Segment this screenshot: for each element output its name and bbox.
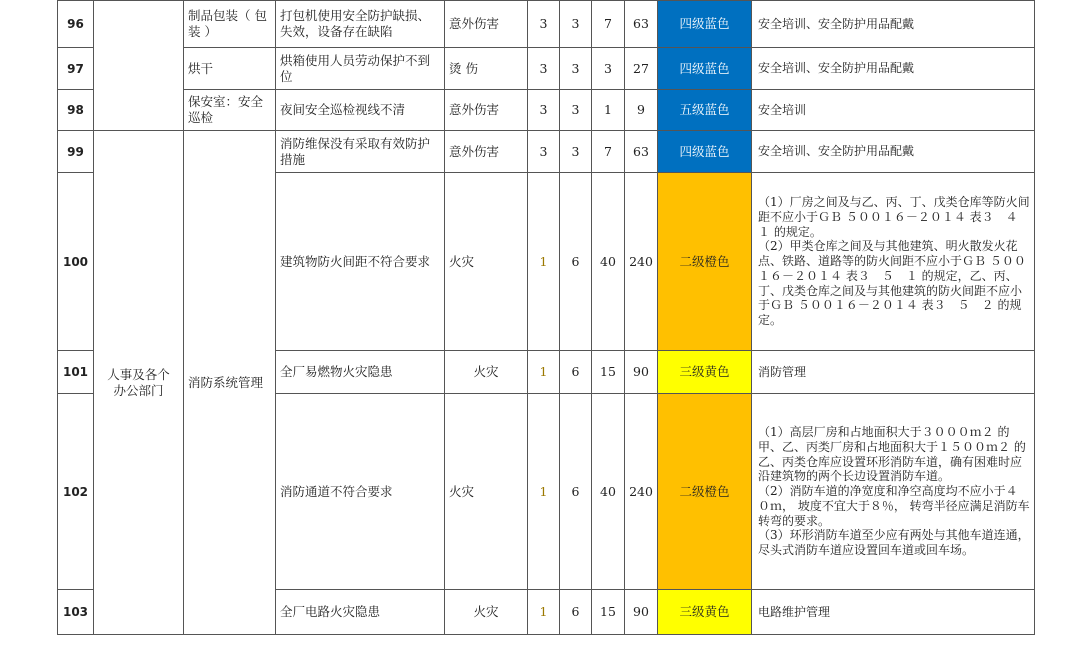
risk-score: 27 [625,48,658,90]
control-measures [752,394,1035,590]
exposure-value: 6 [560,394,592,590]
hazard-description: 烘箱使用人员劳动保护不到位 [276,48,445,90]
risk-level-badge: 三级黄色 [658,351,752,394]
area-merged-cell: 消防系统管理 [184,131,276,635]
risk-score: 63 [625,131,658,173]
department-merged-cell: 人事及各个办公部门 [94,131,184,635]
exposure-value: 3 [560,90,592,131]
consequence-value: 7 [592,1,625,48]
control-measures: 安全培训、安全防护用品配戴 [752,1,1035,48]
likelihood-value: 3 [528,48,560,90]
accident-type: 火灾 [445,351,528,394]
row-number: 97 [58,48,94,90]
likelihood-value: 3 [528,131,560,173]
hazard-description: 打包机使用安全防护缺损、失效，设备存在缺陷 [276,1,445,48]
work-area: 制品包装（ 包装 ） [184,1,276,48]
control-measures [752,173,1035,351]
accident-type: 意外伤害 [445,131,528,173]
row-number: 98 [58,90,94,131]
accident-type: 烫 伤 [445,48,528,90]
consequence-value: 3 [592,48,625,90]
measure-item: （2）消防车道的净宽度和净空高度均不应小于４ ０ｍ， 坡度不宜大于８％， 转弯半径应满足消防车转弯的要求。 [758,484,1030,528]
control-measures: 安全培训、安全防护用品配戴 [752,48,1035,90]
control-measures: 安全培训、安全防护用品配戴 [752,131,1035,173]
consequence-value: 7 [592,131,625,173]
risk-score: 9 [625,90,658,131]
row-number: 102 [58,394,94,590]
likelihood-value: 1 [528,173,560,351]
row-number: 101 [58,351,94,394]
likelihood-value: 3 [528,1,560,48]
risk-score: 90 [625,351,658,394]
table-row [58,131,1035,173]
consequence-value: 1 [592,90,625,131]
hazard-description: 全厂易燃物火灾隐患 [276,351,445,394]
likelihood-value: 1 [528,394,560,590]
exposure-value: 6 [560,173,592,351]
risk-score: 240 [625,394,658,590]
consequence-value: 15 [592,590,625,635]
risk-level-badge: 三级黄色 [658,590,752,635]
risk-level-badge: 四级蓝色 [658,48,752,90]
table-row [58,90,1035,131]
accident-type: 火灾 [445,394,528,590]
work-area: 保安室：安全巡检 [184,90,276,131]
measure-item: （2）甲类仓库之间及与其他建筑、明火散发火花点、铁路、道路等的防火间距不应小于ＧＢ ５００１６－２０１４ 表３ ５ １ 的规定，乙、丙、丁、戊类仓库之间及与其他建筑的防火间距不应小于ＧＢ ５００１６－２０１４ 表３ ５ ２ 的规定。 [758,239,1026,327]
measure-item: （3）环形消防车道至少应有两处与其他车道连通， 尽头式消防车道应设置回车道或回车场。 [758,528,1030,557]
exposure-value: 3 [560,131,592,173]
risk-assessment-table [57,0,1035,635]
exposure-value: 3 [560,48,592,90]
hazard-description: 建筑物防火间距不符合要求 [276,173,445,351]
consequence-value: 15 [592,351,625,394]
control-measures: 电路维护管理 [752,590,1035,635]
exposure-value: 6 [560,590,592,635]
control-measures: 消防管理 [752,351,1035,394]
table-row [58,48,1035,90]
control-measures: 安全培训 [752,90,1035,131]
exposure-value: 6 [560,351,592,394]
risk-score: 240 [625,173,658,351]
row-number: 96 [58,1,94,48]
risk-score: 90 [625,590,658,635]
department-cell [94,1,184,131]
consequence-value: 40 [592,173,625,351]
measure-item: （1）厂房之间及与乙、丙、丁、戊类仓库等防火间距不应小于ＧＢ ５００１６－２０１４ 表３ ４ １ 的规定。 [758,195,1030,239]
row-number: 99 [58,131,94,173]
hazard-description: 消防维保没有采取有效防护措施 [276,131,445,173]
accident-type: 火灾 [445,173,528,351]
risk-level-badge: 四级蓝色 [658,131,752,173]
consequence-value: 40 [592,394,625,590]
risk-level-badge: 五级蓝色 [658,90,752,131]
hazard-description: 消防通道不符合要求 [276,394,445,590]
accident-type: 意外伤害 [445,90,528,131]
likelihood-value: 1 [528,590,560,635]
hazard-description: 全厂电路火灾隐患 [276,590,445,635]
accident-type: 火灾 [445,590,528,635]
risk-score: 63 [625,1,658,48]
likelihood-value: 3 [528,90,560,131]
row-number: 100 [58,173,94,351]
risk-level-badge: 二级橙色 [658,173,752,351]
measure-item: （1）高层厂房和占地面积大于３０００ｍ２ 的甲、乙、丙类厂房和占地面积大于１５００ｍ２ 的乙、丙类仓库应设置环形消防车道，确有困难时应沿建筑物的两个长边设置消防车道。 [758,425,1026,484]
table-row [58,1,1035,48]
exposure-value: 3 [560,1,592,48]
hazard-description: 夜间安全巡检视线不清 [276,90,445,131]
row-number: 103 [58,590,94,635]
risk-level-badge: 二级橙色 [658,394,752,590]
likelihood-value: 1 [528,351,560,394]
work-area: 烘干 [184,48,276,90]
risk-level-badge: 四级蓝色 [658,1,752,48]
accident-type: 意外伤害 [445,1,528,48]
